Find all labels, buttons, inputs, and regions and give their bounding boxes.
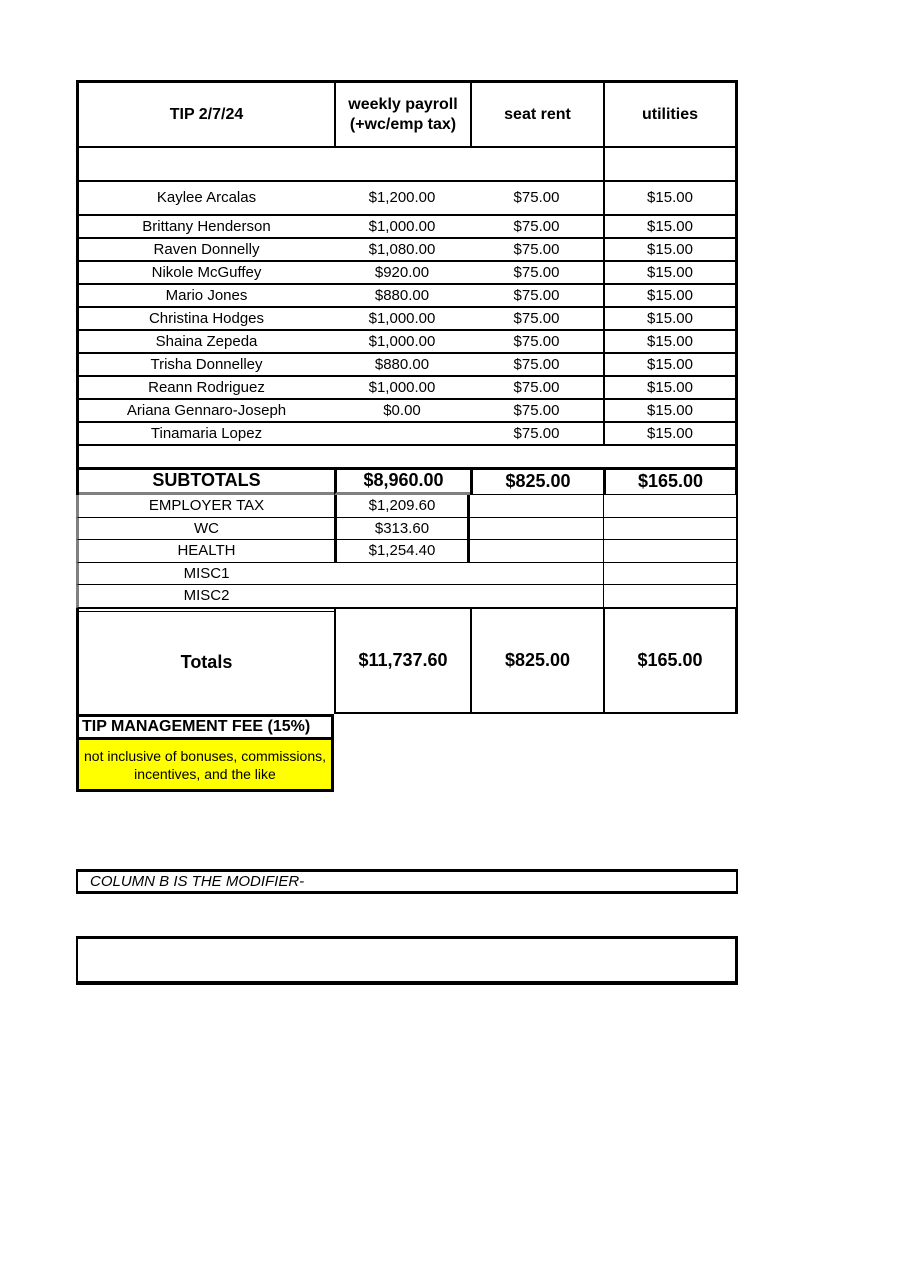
- employee-row: [76, 423, 738, 446]
- employee-row: [76, 331, 738, 354]
- totals-utilities: $165.00: [603, 608, 735, 714]
- payroll-table: [76, 80, 738, 792]
- empty-cell: [470, 540, 603, 562]
- bottom-empty-box: [76, 936, 738, 985]
- employee-utilities-cell: $15.00: [603, 216, 735, 237]
- deduction-label: EMPLOYER TAX: [148, 497, 265, 514]
- employee-payroll-cell: $1,000.00: [368, 309, 436, 327]
- header-weekly-payroll-line2: (+wc/emp tax): [349, 115, 457, 133]
- employee-payroll-cell: $1,000.00: [368, 378, 436, 396]
- employee-seat-rent-cell: $75.00: [513, 332, 560, 350]
- gap-row: [76, 446, 738, 467]
- employee-name-cell: Trisha Donnelley: [150, 355, 263, 373]
- employee-name-cell: Christina Hodges: [148, 309, 265, 327]
- employee-row: [76, 182, 738, 216]
- employee-utilities-cell: $15.00: [603, 331, 735, 352]
- totals-payroll: $11,737.60: [334, 608, 470, 714]
- subtotals-row: [76, 467, 738, 495]
- empty-cell: [470, 518, 603, 539]
- employee-seat-rent-cell: $75.00: [513, 189, 560, 206]
- deduction-row: [76, 563, 738, 585]
- employee-payroll-cell: $0.00: [383, 401, 421, 419]
- empty-cell: [470, 563, 603, 584]
- empty-cell: [470, 585, 603, 607]
- empty-cell: [603, 148, 735, 180]
- employee-utilities-cell: $15.00: [603, 377, 735, 398]
- header-weekly-payroll: [334, 83, 470, 146]
- employee-seat-rent-cell: $75.00: [513, 286, 560, 304]
- employee-row: [76, 354, 738, 377]
- employee-seat-rent-cell: $75.00: [513, 263, 560, 281]
- employee-name-cell: Kaylee Arcalas: [156, 189, 257, 206]
- employee-utilities-cell: $15.00: [603, 423, 735, 444]
- empty-cell: [603, 518, 736, 539]
- employee-seat-rent-cell: $75.00: [513, 355, 560, 373]
- employee-name-cell: Nikole McGuffey: [151, 263, 262, 281]
- deduction-row: [76, 495, 738, 518]
- deduction-amount: $1,254.40: [334, 540, 470, 562]
- employee-utilities-cell: $15.00: [603, 285, 735, 306]
- employee-row: [76, 285, 738, 308]
- employee-payroll-cell: $920.00: [374, 263, 430, 281]
- table-header-row: [76, 80, 738, 148]
- employee-row: [76, 216, 738, 239]
- deduction-row: [76, 518, 738, 540]
- empty-cell: [470, 148, 603, 180]
- employee-row: [76, 308, 738, 331]
- employee-row: [76, 262, 738, 285]
- deduction-row: [76, 585, 738, 608]
- empty-cell: [603, 563, 736, 584]
- employee-name-cell: Ariana Gennaro-Joseph: [126, 401, 287, 419]
- employee-utilities-cell: $15.00: [603, 308, 735, 329]
- employee-row: [76, 239, 738, 262]
- subtotals-seat-rent: $825.00: [470, 470, 603, 495]
- deduction-label: HEALTH: [177, 542, 236, 559]
- deduction-amount: $313.60: [334, 518, 470, 539]
- employee-name-cell: Tinamaria Lopez: [150, 424, 263, 442]
- employee-seat-rent-cell: $75.00: [513, 217, 560, 235]
- empty-cell: [470, 495, 603, 517]
- modifier-note-box: COLUMN B IS THE MODIFIER-: [76, 869, 738, 894]
- employee-payroll-cell: $1,000.00: [368, 217, 436, 235]
- totals-label: Totals: [79, 608, 334, 714]
- employee-seat-rent-cell: $75.00: [513, 240, 560, 258]
- fee-note-highlighted: not inclusive of bonuses, commissions, incentives, and the like: [76, 740, 334, 792]
- employee-row: [76, 377, 738, 400]
- deduction-amount: [334, 585, 470, 607]
- subtotals-payroll: $8,960.00: [334, 470, 470, 495]
- empty-cell: [334, 148, 470, 180]
- totals-seat-rent: $825.00: [470, 608, 603, 714]
- employee-name-cell: Reann Rodriguez: [148, 378, 265, 396]
- deduction-amount: $1,209.60: [334, 495, 470, 517]
- employee-name-cell: Mario Jones: [165, 286, 248, 304]
- employee-name-cell: Raven Donnelly: [153, 240, 260, 258]
- deduction-row: [76, 540, 738, 563]
- empty-row: [76, 148, 738, 182]
- employee-utilities-cell: $15.00: [603, 354, 735, 375]
- deduction-amount: [334, 563, 470, 584]
- employee-payroll-cell: $1,200.00: [368, 189, 436, 206]
- employee-utilities-cell: $15.00: [603, 239, 735, 260]
- employee-utilities-cell: $15.00: [603, 262, 735, 283]
- empty-cell: [79, 148, 334, 180]
- employee-seat-rent-cell: $75.00: [513, 309, 560, 327]
- deduction-label: MISC1: [183, 564, 230, 582]
- tip-management-fee-label: TIP MANAGEMENT FEE (15%): [76, 714, 334, 740]
- empty-cell: [603, 585, 736, 607]
- header-title: TIP 2/7/24: [169, 105, 244, 123]
- employee-payroll-cell: [334, 423, 470, 444]
- subtotals-utilities: $165.00: [603, 470, 735, 495]
- totals-row: [76, 608, 738, 714]
- empty-cell: [603, 495, 736, 517]
- employee-seat-rent-cell: $75.00: [513, 401, 560, 419]
- deduction-label: MISC2: [183, 587, 230, 604]
- employee-name-cell: Shaina Zepeda: [155, 332, 258, 350]
- header-weekly-payroll-line1: weekly payroll: [348, 96, 458, 114]
- employee-row: [76, 400, 738, 423]
- employee-payroll-cell: $1,080.00: [368, 240, 436, 258]
- employee-seat-rent-cell: $75.00: [513, 378, 560, 396]
- employee-utilities-cell: $15.00: [603, 400, 735, 421]
- employee-utilities-cell: $15.00: [603, 182, 735, 214]
- header-utilities: utilities: [603, 83, 735, 146]
- employee-payroll-cell: $1,000.00: [368, 332, 436, 350]
- employee-seat-rent-cell: $75.00: [513, 424, 560, 442]
- deduction-label: WC: [194, 519, 219, 537]
- subtotals-label: SUBTOTALS: [79, 470, 334, 495]
- employee-payroll-cell: $880.00: [374, 355, 430, 373]
- empty-cell: [603, 540, 736, 562]
- header-seat-rent: seat rent: [470, 83, 603, 146]
- employee-payroll-cell: $880.00: [374, 286, 430, 304]
- employee-name-cell: Brittany Henderson: [142, 217, 271, 235]
